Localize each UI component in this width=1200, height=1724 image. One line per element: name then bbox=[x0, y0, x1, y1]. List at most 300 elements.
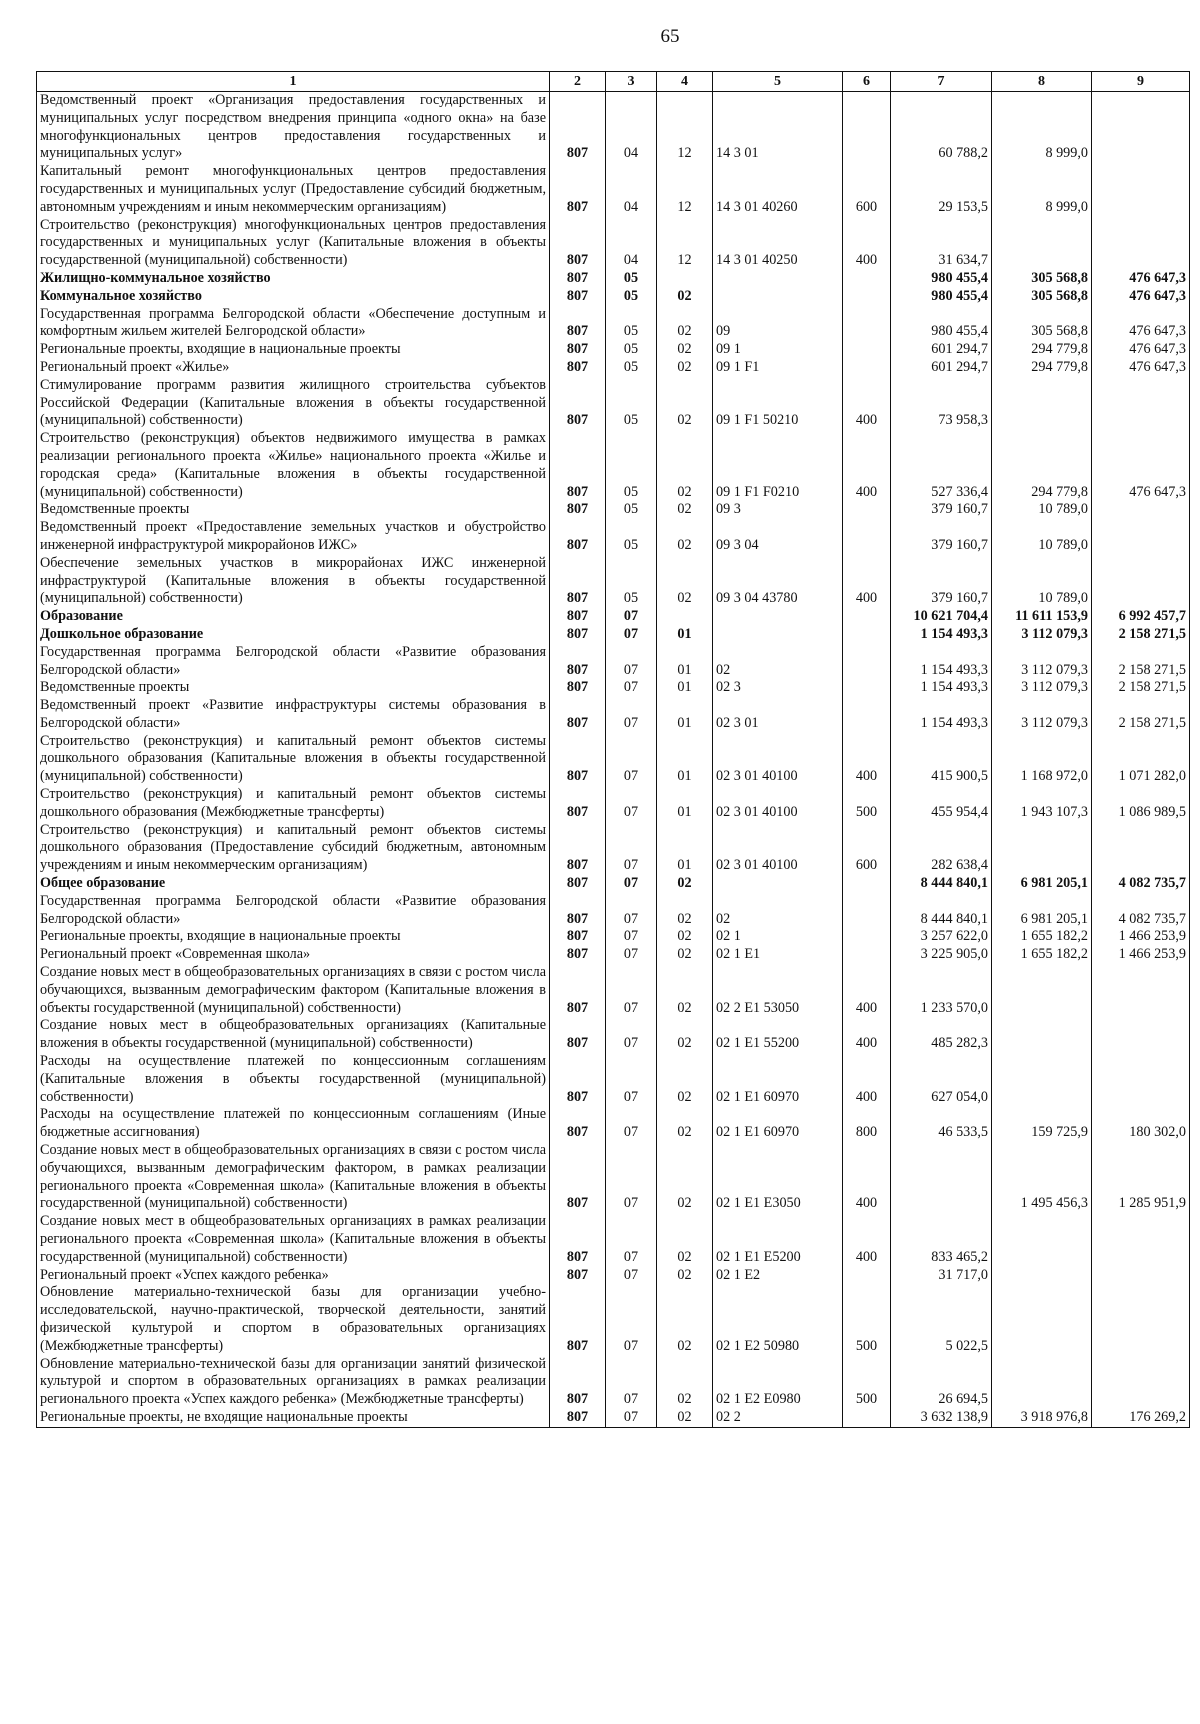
row-name-cell: Дошкольное образование bbox=[37, 626, 550, 644]
amount-col9-cell: 2 158 271,5 bbox=[1092, 644, 1190, 680]
row-name-cell: Создание новых мест в общеобразовательных организациях в связи с ростом числа обучающихся, вызванным демографическим фактором (Капитальные вложения в объекты государственной (муниципальной) собственности) bbox=[37, 964, 550, 1017]
amount-col7-cell: 1 154 493,3 bbox=[891, 679, 992, 697]
subsection-code-cell: 01 bbox=[657, 733, 713, 786]
ministry-code-cell: 807 bbox=[550, 928, 606, 946]
section-code-cell: 07 bbox=[606, 928, 657, 946]
ministry-code-cell: 807 bbox=[550, 1284, 606, 1355]
row-name-cell: Расходы на осуществление платежей по концессионным соглашениям (Капитальные вложения в объекты государственной (муниципальной) собственности) bbox=[37, 1053, 550, 1106]
target-article-cell: 14 3 01 40250 bbox=[713, 217, 843, 270]
amount-col9-cell bbox=[1092, 1017, 1190, 1053]
row-name-cell: Государственная программа Белгородской области «Развитие образования Белгородской области» bbox=[37, 893, 550, 929]
expense-type-cell: 800 bbox=[843, 1106, 891, 1142]
target-article-cell: 02 1 E1 60970 bbox=[713, 1106, 843, 1142]
expense-type-cell: 400 bbox=[843, 555, 891, 608]
row-name-cell: Строительство (реконструкция) и капитальный ремонт объектов системы дошкольного образования (Предоставление субсидий бюджетным, автономным учреждениям и иным некоммерческим организациям) bbox=[37, 822, 550, 875]
ministry-code-cell: 807 bbox=[550, 786, 606, 822]
expense-type-cell: 500 bbox=[843, 1356, 891, 1409]
subsection-code-cell: 02 bbox=[657, 501, 713, 519]
table-row bbox=[37, 217, 1190, 270]
amount-col7-cell: 833 465,2 bbox=[891, 1213, 992, 1266]
section-code-cell: 07 bbox=[606, 1053, 657, 1106]
table-header-row bbox=[37, 72, 1190, 92]
table-row bbox=[37, 946, 1190, 964]
subsection-code-cell: 02 bbox=[657, 875, 713, 893]
amount-col7-cell: 980 455,4 bbox=[891, 306, 992, 342]
subsection-code-cell: 02 bbox=[657, 1106, 713, 1142]
section-code-cell: 07 bbox=[606, 644, 657, 680]
amount-col9-cell bbox=[1092, 217, 1190, 270]
ministry-code-cell: 807 bbox=[550, 1267, 606, 1285]
expense-type-cell bbox=[843, 1267, 891, 1285]
expense-type-cell: 400 bbox=[843, 217, 891, 270]
section-code-cell: 07 bbox=[606, 1142, 657, 1213]
table-row bbox=[37, 1106, 1190, 1142]
target-article-cell: 09 3 bbox=[713, 501, 843, 519]
table-row bbox=[37, 928, 1190, 946]
row-name-cell: Обеспечение земельных участков в микрорайонах ИЖС инженерной инфраструктурой (Капитальные вложения в объекты государственной (муниципальной) собственности) bbox=[37, 555, 550, 608]
expense-type-cell: 400 bbox=[843, 964, 891, 1017]
expense-type-cell: 600 bbox=[843, 163, 891, 216]
expense-type-cell bbox=[843, 359, 891, 377]
subsection-code-cell: 02 bbox=[657, 359, 713, 377]
row-name-cell: Общее образование bbox=[37, 875, 550, 893]
section-code-cell: 07 bbox=[606, 946, 657, 964]
target-article-cell bbox=[713, 270, 843, 288]
amount-col9-cell bbox=[1092, 163, 1190, 216]
subsection-code-cell: 02 bbox=[657, 377, 713, 430]
section-code-cell: 07 bbox=[606, 1213, 657, 1266]
table-row bbox=[37, 163, 1190, 216]
amount-col8-cell: 294 779,8 bbox=[992, 359, 1092, 377]
amount-col8-cell bbox=[992, 822, 1092, 875]
ministry-code-cell: 807 bbox=[550, 893, 606, 929]
amount-col7-cell: 3 225 905,0 bbox=[891, 946, 992, 964]
subsection-code-cell: 02 bbox=[657, 555, 713, 608]
subsection-code-cell: 01 bbox=[657, 822, 713, 875]
amount-col7-cell: 8 444 840,1 bbox=[891, 875, 992, 893]
amount-col9-cell: 476 647,3 bbox=[1092, 341, 1190, 359]
target-article-cell: 02 1 E1 bbox=[713, 946, 843, 964]
subsection-code-cell: 02 bbox=[657, 1142, 713, 1213]
section-code-cell: 07 bbox=[606, 608, 657, 626]
expense-type-cell: 500 bbox=[843, 786, 891, 822]
amount-col8-cell bbox=[992, 1267, 1092, 1285]
row-name-cell: Строительство (реконструкция) объектов недвижимого имущества в рамках реализации регионального проекта «Жилье» национального проекта «Жилье и городская среда» (Капитальные вложения в объекты государственной (муниципальной) собственности) bbox=[37, 430, 550, 501]
amount-col9-cell bbox=[1092, 1267, 1190, 1285]
amount-col9-cell: 1 285 951,9 bbox=[1092, 1142, 1190, 1213]
subsection-code-cell: 12 bbox=[657, 217, 713, 270]
target-article-cell: 02 bbox=[713, 644, 843, 680]
target-article-cell: 09 1 F1 50210 bbox=[713, 377, 843, 430]
table-row bbox=[37, 1409, 1190, 1427]
amount-col7-cell: 1 154 493,3 bbox=[891, 644, 992, 680]
amount-col9-cell: 4 082 735,7 bbox=[1092, 893, 1190, 929]
target-article-cell: 09 bbox=[713, 306, 843, 342]
row-name-cell: Обновление материально-технической базы для организации учебно-исследовательской, научно-практической, творческой деятельности, занятий физической культурой и спортом в образовательных организациях (Межбюджетные трансферты) bbox=[37, 1284, 550, 1355]
amount-col7-cell: 527 336,4 bbox=[891, 430, 992, 501]
table-row bbox=[37, 644, 1190, 680]
amount-col9-cell: 2 158 271,5 bbox=[1092, 679, 1190, 697]
section-code-cell: 05 bbox=[606, 555, 657, 608]
ministry-code-cell: 807 bbox=[550, 644, 606, 680]
amount-col7-cell: 31 634,7 bbox=[891, 217, 992, 270]
ministry-code-cell: 807 bbox=[550, 1053, 606, 1106]
row-name-cell: Создание новых мест в общеобразовательных организациях (Капитальные вложения в объекты государственной (муниципальной) собственности) bbox=[37, 1017, 550, 1053]
subsection-code-cell: 02 bbox=[657, 928, 713, 946]
amount-col9-cell: 1 071 282,0 bbox=[1092, 733, 1190, 786]
table-body bbox=[37, 92, 1190, 1428]
ministry-code-cell: 807 bbox=[550, 964, 606, 1017]
row-name-cell: Ведомственный проект «Предоставление земельных участков и обустройство инженерной инфраструктурой микрорайонов ИЖС» bbox=[37, 519, 550, 555]
table-row bbox=[37, 1053, 1190, 1106]
target-article-cell: 02 2 bbox=[713, 1409, 843, 1427]
page-number: 65 bbox=[660, 26, 680, 47]
row-name-cell: Региональный проект «Современная школа» bbox=[37, 946, 550, 964]
ministry-code-cell: 807 bbox=[550, 270, 606, 288]
table-row bbox=[37, 359, 1190, 377]
amount-col9-cell: 180 302,0 bbox=[1092, 1106, 1190, 1142]
ministry-code-cell: 807 bbox=[550, 679, 606, 697]
expense-type-cell: 400 bbox=[843, 430, 891, 501]
amount-col7-cell: 46 533,5 bbox=[891, 1106, 992, 1142]
row-name-cell: Государственная программа Белгородской области «Обеспечение доступным и комфортным жильем жителей Белгородской области» bbox=[37, 306, 550, 342]
row-name-cell: Ведомственный проект «Организация предоставления государственных и муниципальных услуг посредством внедрения принципа «одного окна» на базе многофункциональных центров предоставления государственных и муниципальных услуг» bbox=[37, 92, 550, 164]
amount-col8-cell bbox=[992, 964, 1092, 1017]
section-code-cell: 07 bbox=[606, 733, 657, 786]
amount-col7-cell: 5 022,5 bbox=[891, 1284, 992, 1355]
section-code-cell: 04 bbox=[606, 217, 657, 270]
amount-col8-cell: 3 112 079,3 bbox=[992, 626, 1092, 644]
ministry-code-cell: 807 bbox=[550, 626, 606, 644]
row-name-cell: Строительство (реконструкция) и капитальный ремонт объектов системы дошкольного образования (Капитальные вложения в объекты государственной (муниципальной) собственности) bbox=[37, 733, 550, 786]
row-name-cell: Создание новых мест в общеобразовательных организациях в рамках реализации регионального проекта «Современная школа» (Капитальные вложения в объекты государственной (муниципальной) собственности) bbox=[37, 1213, 550, 1266]
amount-col9-cell: 2 158 271,5 bbox=[1092, 626, 1190, 644]
row-name-cell: Ведомственный проект «Развитие инфраструктуры системы образования в Белгородской области» bbox=[37, 697, 550, 733]
target-article-cell bbox=[713, 288, 843, 306]
amount-col7-cell: 1 233 570,0 bbox=[891, 964, 992, 1017]
target-article-cell bbox=[713, 626, 843, 644]
section-code-cell: 07 bbox=[606, 893, 657, 929]
subsection-code-cell: 01 bbox=[657, 644, 713, 680]
target-article-cell: 02 3 01 40100 bbox=[713, 822, 843, 875]
amount-col9-cell bbox=[1092, 1053, 1190, 1106]
amount-col7-cell: 601 294,7 bbox=[891, 341, 992, 359]
amount-col8-cell: 305 568,8 bbox=[992, 270, 1092, 288]
target-article-cell: 02 2 E1 53050 bbox=[713, 964, 843, 1017]
row-name-cell: Строительство (реконструкция) и капитальный ремонт объектов системы дошкольного образования (Межбюджетные трансферты) bbox=[37, 786, 550, 822]
target-article-cell: 14 3 01 bbox=[713, 92, 843, 164]
subsection-code-cell: 02 bbox=[657, 306, 713, 342]
amount-col8-cell: 1 168 972,0 bbox=[992, 733, 1092, 786]
expense-type-cell bbox=[843, 608, 891, 626]
ministry-code-cell: 807 bbox=[550, 1017, 606, 1053]
expense-type-cell bbox=[843, 893, 891, 929]
subsection-code-cell: 02 bbox=[657, 288, 713, 306]
amount-col9-cell bbox=[1092, 1213, 1190, 1266]
expense-type-cell bbox=[843, 875, 891, 893]
amount-col8-cell bbox=[992, 1213, 1092, 1266]
ministry-code-cell: 807 bbox=[550, 288, 606, 306]
amount-col9-cell bbox=[1092, 501, 1190, 519]
column-header: 8 bbox=[992, 72, 1092, 92]
subsection-code-cell: 02 bbox=[657, 893, 713, 929]
row-name-cell: Региональные проекты, входящие в национальные проекты bbox=[37, 928, 550, 946]
ministry-code-cell: 807 bbox=[550, 1356, 606, 1409]
subsection-code-cell: 02 bbox=[657, 341, 713, 359]
row-name-cell: Образование bbox=[37, 608, 550, 626]
amount-col8-cell: 3 112 079,3 bbox=[992, 679, 1092, 697]
section-code-cell: 07 bbox=[606, 626, 657, 644]
subsection-code-cell: 01 bbox=[657, 697, 713, 733]
subsection-code-cell: 12 bbox=[657, 92, 713, 164]
amount-col9-cell bbox=[1092, 555, 1190, 608]
ministry-code-cell: 807 bbox=[550, 875, 606, 893]
table-row bbox=[37, 1142, 1190, 1213]
amount-col8-cell: 10 789,0 bbox=[992, 501, 1092, 519]
amount-col7-cell: 3 257 622,0 bbox=[891, 928, 992, 946]
amount-col8-cell: 1 495 456,3 bbox=[992, 1142, 1092, 1213]
subsection-code-cell bbox=[657, 608, 713, 626]
table-row bbox=[37, 822, 1190, 875]
table-row bbox=[37, 679, 1190, 697]
expense-type-cell: 400 bbox=[843, 377, 891, 430]
amount-col7-cell: 980 455,4 bbox=[891, 288, 992, 306]
amount-col8-cell: 11 611 153,9 bbox=[992, 608, 1092, 626]
row-name-cell: Обновление материально-технической базы для организации занятий физической культурой и спортом в образовательных организациях в рамках реализации регионального проекта «Успех каждого ребенка» (Межбюджетные трансферты) bbox=[37, 1356, 550, 1409]
table-row bbox=[37, 1284, 1190, 1355]
row-name-cell: Расходы на осуществление платежей по концессионным соглашениям (Иные бюджетные ассигнования) bbox=[37, 1106, 550, 1142]
section-code-cell: 05 bbox=[606, 288, 657, 306]
row-name-cell: Жилищно-коммунальное хозяйство bbox=[37, 270, 550, 288]
target-article-cell: 02 bbox=[713, 893, 843, 929]
target-article-cell: 02 1 E2 E0980 bbox=[713, 1356, 843, 1409]
amount-col7-cell: 415 900,5 bbox=[891, 733, 992, 786]
table-row bbox=[37, 555, 1190, 608]
table-row bbox=[37, 92, 1190, 164]
ministry-code-cell: 807 bbox=[550, 555, 606, 608]
amount-col9-cell: 476 647,3 bbox=[1092, 288, 1190, 306]
section-code-cell: 07 bbox=[606, 822, 657, 875]
section-code-cell: 04 bbox=[606, 163, 657, 216]
amount-col7-cell: 73 958,3 bbox=[891, 377, 992, 430]
ministry-code-cell: 807 bbox=[550, 946, 606, 964]
column-header: 5 bbox=[713, 72, 843, 92]
expense-type-cell: 400 bbox=[843, 1213, 891, 1266]
table-row bbox=[37, 733, 1190, 786]
ministry-code-cell: 807 bbox=[550, 359, 606, 377]
target-article-cell: 02 3 bbox=[713, 679, 843, 697]
amount-col8-cell: 6 981 205,1 bbox=[992, 893, 1092, 929]
amount-col9-cell: 1 086 989,5 bbox=[1092, 786, 1190, 822]
amount-col8-cell: 305 568,8 bbox=[992, 306, 1092, 342]
row-name-cell: Капитальный ремонт многофункциональных центров предоставления государственных и муниципальных услуг (Предоставление субсидий бюджетным, автономным учреждениям и иным некоммерческим организациям) bbox=[37, 163, 550, 216]
amount-col8-cell: 1 655 182,2 bbox=[992, 928, 1092, 946]
target-article-cell bbox=[713, 875, 843, 893]
target-article-cell: 02 1 E1 55200 bbox=[713, 1017, 843, 1053]
amount-col9-cell bbox=[1092, 964, 1190, 1017]
amount-col7-cell: 26 694,5 bbox=[891, 1356, 992, 1409]
expense-type-cell bbox=[843, 92, 891, 164]
row-name-cell: Ведомственные проекты bbox=[37, 679, 550, 697]
subsection-code-cell: 02 bbox=[657, 1053, 713, 1106]
table-row bbox=[37, 608, 1190, 626]
table-row bbox=[37, 875, 1190, 893]
expense-type-cell bbox=[843, 501, 891, 519]
target-article-cell: 02 1 E1 60970 bbox=[713, 1053, 843, 1106]
ministry-code-cell: 807 bbox=[550, 608, 606, 626]
section-code-cell: 07 bbox=[606, 697, 657, 733]
expense-type-cell bbox=[843, 288, 891, 306]
amount-col9-cell bbox=[1092, 92, 1190, 164]
section-code-cell: 05 bbox=[606, 306, 657, 342]
expense-type-cell: 600 bbox=[843, 822, 891, 875]
row-name-cell: Стимулирование программ развития жилищного строительства субъектов Российской Федерации (Капитальные вложения в объекты государственной (муниципальной) собственности) bbox=[37, 377, 550, 430]
ministry-code-cell: 807 bbox=[550, 697, 606, 733]
column-header: 6 bbox=[843, 72, 891, 92]
amount-col9-cell bbox=[1092, 1284, 1190, 1355]
ministry-code-cell: 807 bbox=[550, 519, 606, 555]
section-code-cell: 07 bbox=[606, 1409, 657, 1427]
expense-type-cell: 400 bbox=[843, 733, 891, 786]
amount-col9-cell: 476 647,3 bbox=[1092, 270, 1190, 288]
expense-type-cell bbox=[843, 697, 891, 733]
subsection-code-cell: 02 bbox=[657, 1356, 713, 1409]
amount-col7-cell: 31 717,0 bbox=[891, 1267, 992, 1285]
table-row bbox=[37, 893, 1190, 929]
target-article-cell: 02 3 01 40100 bbox=[713, 786, 843, 822]
column-header: 3 bbox=[606, 72, 657, 92]
section-code-cell: 07 bbox=[606, 1284, 657, 1355]
subsection-code-cell: 02 bbox=[657, 430, 713, 501]
expense-type-cell: 500 bbox=[843, 1284, 891, 1355]
amount-col9-cell: 476 647,3 bbox=[1092, 306, 1190, 342]
amount-col7-cell: 379 160,7 bbox=[891, 519, 992, 555]
amount-col7-cell: 980 455,4 bbox=[891, 270, 992, 288]
section-code-cell: 07 bbox=[606, 1106, 657, 1142]
table-row bbox=[37, 786, 1190, 822]
amount-col8-cell bbox=[992, 1053, 1092, 1106]
ministry-code-cell: 807 bbox=[550, 163, 606, 216]
target-article-cell: 09 3 04 bbox=[713, 519, 843, 555]
amount-col8-cell: 8 999,0 bbox=[992, 163, 1092, 216]
expense-type-cell: 400 bbox=[843, 1142, 891, 1213]
subsection-code-cell: 02 bbox=[657, 1284, 713, 1355]
expense-type-cell: 400 bbox=[843, 1053, 891, 1106]
amount-col7-cell: 455 954,4 bbox=[891, 786, 992, 822]
expense-type-cell bbox=[843, 270, 891, 288]
amount-col7-cell: 10 621 704,4 bbox=[891, 608, 992, 626]
expense-type-cell bbox=[843, 679, 891, 697]
target-article-cell bbox=[713, 608, 843, 626]
amount-col8-cell bbox=[992, 1284, 1092, 1355]
amount-col8-cell: 6 981 205,1 bbox=[992, 875, 1092, 893]
target-article-cell: 02 3 01 40100 bbox=[713, 733, 843, 786]
subsection-code-cell: 02 bbox=[657, 519, 713, 555]
ministry-code-cell: 807 bbox=[550, 1142, 606, 1213]
subsection-code-cell bbox=[657, 270, 713, 288]
amount-col9-cell: 4 082 735,7 bbox=[1092, 875, 1190, 893]
amount-col7-cell: 379 160,7 bbox=[891, 501, 992, 519]
subsection-code-cell: 12 bbox=[657, 163, 713, 216]
target-article-cell: 02 1 E1 E5200 bbox=[713, 1213, 843, 1266]
expense-type-cell: 400 bbox=[843, 1017, 891, 1053]
section-code-cell: 05 bbox=[606, 519, 657, 555]
table-row bbox=[37, 1017, 1190, 1053]
amount-col9-cell: 476 647,3 bbox=[1092, 359, 1190, 377]
column-header: 1 bbox=[37, 72, 550, 92]
expense-type-cell bbox=[843, 519, 891, 555]
amount-col9-cell bbox=[1092, 377, 1190, 430]
table-row bbox=[37, 501, 1190, 519]
amount-col9-cell: 176 269,2 bbox=[1092, 1409, 1190, 1427]
amount-col8-cell: 3 112 079,3 bbox=[992, 697, 1092, 733]
target-article-cell: 09 1 F1 bbox=[713, 359, 843, 377]
row-name-cell: Создание новых мест в общеобразовательных организациях в связи с ростом числа обучающихся, вызванным демографическим фактором, в рамках реализации регионального проекта «Современная школа» (Капитальные вложения в объекты государственной (муниципальной) собственности) bbox=[37, 1142, 550, 1213]
amount-col8-cell: 1 655 182,2 bbox=[992, 946, 1092, 964]
target-article-cell: 09 1 F1 F0210 bbox=[713, 430, 843, 501]
subsection-code-cell: 02 bbox=[657, 1409, 713, 1427]
amount-col9-cell: 6 992 457,7 bbox=[1092, 608, 1190, 626]
amount-col8-cell bbox=[992, 377, 1092, 430]
ministry-code-cell: 807 bbox=[550, 306, 606, 342]
amount-col8-cell: 159 725,9 bbox=[992, 1106, 1092, 1142]
amount-col7-cell: 627 054,0 bbox=[891, 1053, 992, 1106]
budget-table bbox=[36, 71, 1190, 1428]
expense-type-cell bbox=[843, 928, 891, 946]
target-article-cell: 14 3 01 40260 bbox=[713, 163, 843, 216]
subsection-code-cell: 02 bbox=[657, 1017, 713, 1053]
amount-col7-cell: 601 294,7 bbox=[891, 359, 992, 377]
subsection-code-cell: 02 bbox=[657, 946, 713, 964]
amount-col9-cell: 2 158 271,5 bbox=[1092, 697, 1190, 733]
subsection-code-cell: 02 bbox=[657, 1267, 713, 1285]
row-name-cell: Региональные проекты, не входящие национальные проекты bbox=[37, 1409, 550, 1427]
target-article-cell: 02 1 bbox=[713, 928, 843, 946]
amount-col9-cell bbox=[1092, 822, 1190, 875]
amount-col8-cell: 10 789,0 bbox=[992, 519, 1092, 555]
amount-col8-cell: 3 112 079,3 bbox=[992, 644, 1092, 680]
expense-type-cell bbox=[843, 644, 891, 680]
section-code-cell: 05 bbox=[606, 270, 657, 288]
column-header: 4 bbox=[657, 72, 713, 92]
table-row bbox=[37, 270, 1190, 288]
amount-col7-cell: 60 788,2 bbox=[891, 92, 992, 164]
section-code-cell: 07 bbox=[606, 679, 657, 697]
amount-col7-cell: 8 444 840,1 bbox=[891, 893, 992, 929]
expense-type-cell bbox=[843, 626, 891, 644]
amount-col7-cell: 3 632 138,9 bbox=[891, 1409, 992, 1427]
ministry-code-cell: 807 bbox=[550, 430, 606, 501]
target-article-cell: 09 1 bbox=[713, 341, 843, 359]
amount-col8-cell: 1 943 107,3 bbox=[992, 786, 1092, 822]
amount-col7-cell: 1 154 493,3 bbox=[891, 626, 992, 644]
amount-col9-cell bbox=[1092, 519, 1190, 555]
expense-type-cell bbox=[843, 341, 891, 359]
amount-col8-cell: 294 779,8 bbox=[992, 430, 1092, 501]
section-code-cell: 07 bbox=[606, 1267, 657, 1285]
ministry-code-cell: 807 bbox=[550, 92, 606, 164]
column-header: 7 bbox=[891, 72, 992, 92]
row-name-cell: Региональные проекты, входящие в национальные проекты bbox=[37, 341, 550, 359]
section-code-cell: 05 bbox=[606, 377, 657, 430]
amount-col9-cell: 1 466 253,9 bbox=[1092, 946, 1190, 964]
table-row bbox=[37, 306, 1190, 342]
target-article-cell: 02 3 01 bbox=[713, 697, 843, 733]
section-code-cell: 05 bbox=[606, 501, 657, 519]
expense-type-cell bbox=[843, 306, 891, 342]
row-name-cell: Региональный проект «Жилье» bbox=[37, 359, 550, 377]
table-row bbox=[37, 964, 1190, 1017]
